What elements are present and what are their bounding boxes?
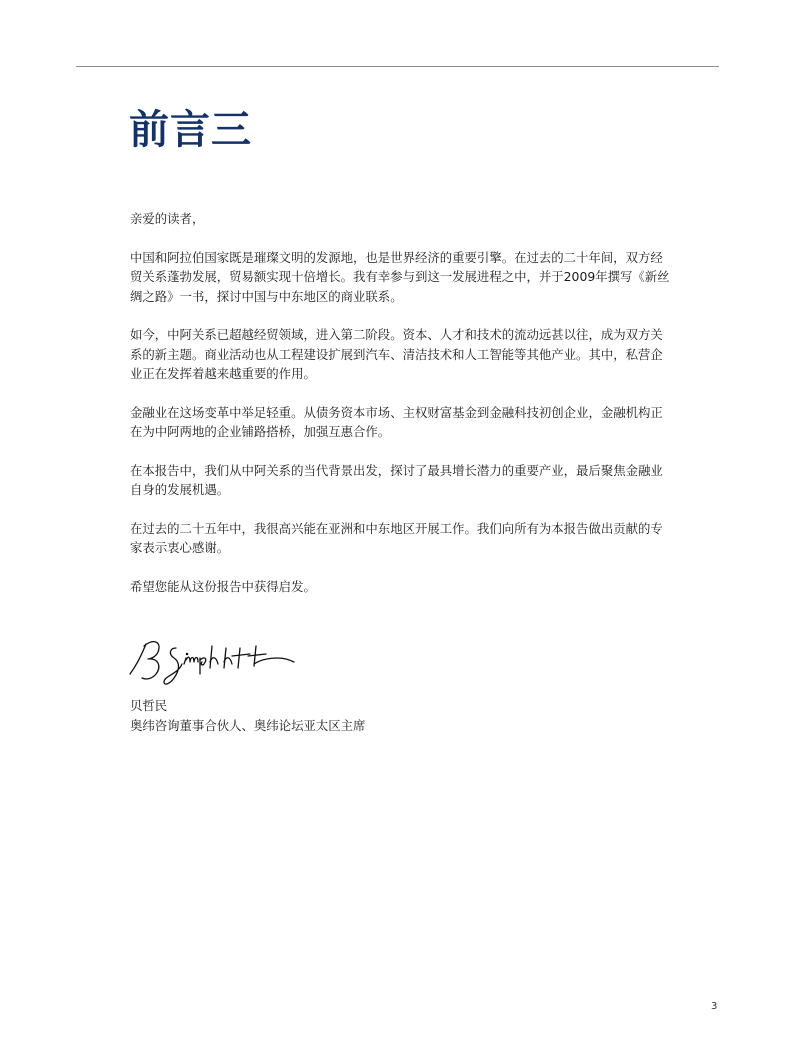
- signatory-title: 奥纬咨询董事合伙人、奥纬论坛亚太区主席: [130, 718, 366, 733]
- letter-body: [130, 209, 670, 615]
- paragraph-2: 如今，中阿关系已超越经贸领域，进入第二阶段。资本、人才和技术的流动远甚以往，成为双方关系的新主题。商业活动也从工程建设扩展到汽车、清洁技术和人工智能等其他产业。其中，私营企业正在发挥着越来越重要的作用。: [130, 327, 663, 381]
- signatory-name: 贝哲民: [130, 698, 168, 713]
- page-number: 3: [711, 1001, 718, 1012]
- salutation: 亲爱的读者，: [130, 211, 205, 226]
- paragraph-5: 在过去的二十五年中，我很高兴能在亚洲和中东地区开展工作。我们向所有为本报告做出贡献的专家表示衷心感谢。: [130, 520, 663, 555]
- paragraph-4: 在本报告中，我们从中阿关系的当代背景出发，探讨了最具增长潜力的重要产业，最后聚焦金融业自身的发展机遇。: [130, 462, 663, 497]
- page-title: 前言三: [129, 107, 252, 153]
- handwritten-signature: [128, 634, 298, 690]
- header-rule: [76, 66, 719, 67]
- paragraph-3: 金融业在这场变革中举足轻重。从债务资本市场、主权财富基金到金融科技初创企业，金融机构正在为中阿两地的企业铺路搭桥，加强互惠合作。: [130, 404, 663, 439]
- signature-block: [130, 696, 365, 736]
- paragraph-1: 中国和阿拉伯国家既是璀璨文明的发源地，也是世界经济的重要引擎。在过去的二十年间，双方经贸关系蓬勃发展，贸易额实现十倍增长。我有幸参与到这一发展进程之中，并于2009年撰写《新丝绸之路》一书，探讨中国与中东地区的商业联系。: [130, 249, 670, 304]
- paragraph-6: 希望您能从这份报告中获得启发。: [130, 578, 316, 594]
